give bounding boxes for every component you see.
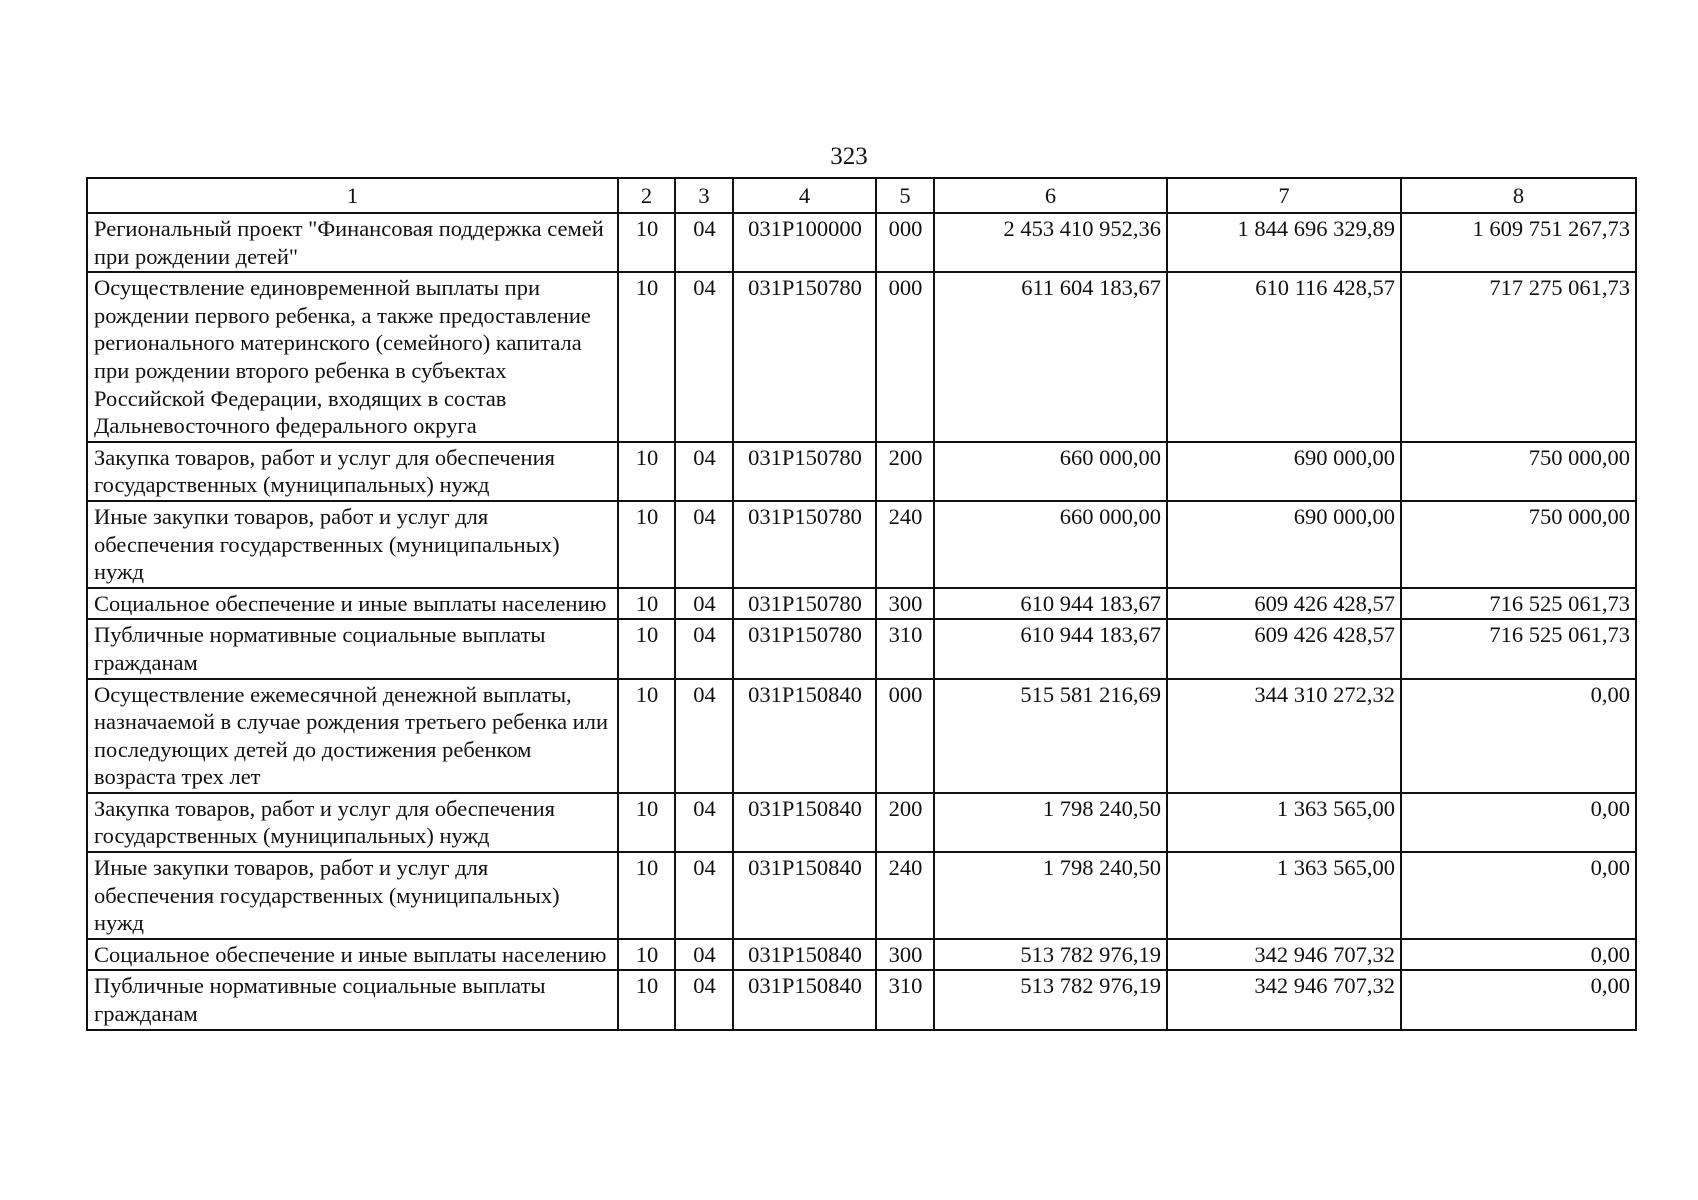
table-row <box>87 793 1636 852</box>
target-article-cell: 031P150840 <box>733 679 876 793</box>
section-code-cell: 10 <box>618 619 675 678</box>
amount-cell: 717 275 061,73 <box>1401 272 1636 442</box>
table-row <box>87 970 1636 1029</box>
section-code-cell: 10 <box>618 852 675 939</box>
table-row <box>87 501 1636 588</box>
target-article-cell: 031P150780 <box>733 501 876 588</box>
row-name-cell: Социальное обеспечение и иные выплаты населению <box>87 939 618 971</box>
target-article-cell: 031P150780 <box>733 619 876 678</box>
amount-cell: 342 946 707,32 <box>1167 970 1401 1029</box>
subsection-code-cell: 04 <box>675 793 733 852</box>
amount-cell: 716 525 061,73 <box>1401 619 1636 678</box>
row-name-cell: Публичные нормативные социальные выплаты гражданам <box>87 619 618 678</box>
expense-type-cell: 310 <box>876 970 934 1029</box>
amount-cell: 0,00 <box>1401 970 1636 1029</box>
column-header: 7 <box>1167 178 1401 213</box>
amount-cell: 610 944 183,67 <box>934 588 1167 620</box>
expense-type-cell: 000 <box>876 213 934 272</box>
amount-cell: 610 944 183,67 <box>934 619 1167 678</box>
table-row <box>87 272 1636 442</box>
amount-cell: 610 116 428,57 <box>1167 272 1401 442</box>
amount-cell: 344 310 272,32 <box>1167 679 1401 793</box>
amount-cell: 1 798 240,50 <box>934 852 1167 939</box>
table-row <box>87 442 1636 501</box>
row-name-cell: Осуществление ежемесячной денежной выплаты, назначаемой в случае рождения третьего ребенка или последующих детей до достижения ребенком возраста трех лет <box>87 679 618 793</box>
table-row <box>87 588 1636 620</box>
table-row <box>87 852 1636 939</box>
target-article-cell: 031P150840 <box>733 852 876 939</box>
amount-cell: 0,00 <box>1401 679 1636 793</box>
section-code-cell: 10 <box>618 213 675 272</box>
row-name-cell: Иные закупки товаров, работ и услуг для обеспечения государственных (муниципальных) нужд <box>87 501 618 588</box>
amount-cell: 660 000,00 <box>934 501 1167 588</box>
amount-cell: 1 609 751 267,73 <box>1401 213 1636 272</box>
amount-cell: 513 782 976,19 <box>934 970 1167 1029</box>
amount-cell: 750 000,00 <box>1401 442 1636 501</box>
column-header: 1 <box>87 178 618 213</box>
subsection-code-cell: 04 <box>675 852 733 939</box>
amount-cell: 690 000,00 <box>1167 501 1401 588</box>
amount-cell: 716 525 061,73 <box>1401 588 1636 620</box>
expense-type-cell: 000 <box>876 679 934 793</box>
subsection-code-cell: 04 <box>675 619 733 678</box>
row-name-cell: Осуществление единовременной выплаты при рождении первого ребенка, а также предоставление регионального материнского (семейного) капитала при рождении второго ребенка в субъектах Российской Федерации, входящих в состав Дальневосточного федерального округа <box>87 272 618 442</box>
column-header: 3 <box>675 178 733 213</box>
section-code-cell: 10 <box>618 793 675 852</box>
subsection-code-cell: 04 <box>675 588 733 620</box>
column-header: 2 <box>618 178 675 213</box>
amount-cell: 0,00 <box>1401 852 1636 939</box>
target-article-cell: 031P150840 <box>733 970 876 1029</box>
target-article-cell: 031P150840 <box>733 939 876 971</box>
amount-cell: 750 000,00 <box>1401 501 1636 588</box>
amount-cell: 660 000,00 <box>934 442 1167 501</box>
amount-cell: 609 426 428,57 <box>1167 588 1401 620</box>
target-article-cell: 031P150840 <box>733 793 876 852</box>
row-name-cell: Иные закупки товаров, работ и услуг для обеспечения государственных (муниципальных) нужд <box>87 852 618 939</box>
amount-cell: 611 604 183,67 <box>934 272 1167 442</box>
amount-cell: 1 363 565,00 <box>1167 793 1401 852</box>
section-code-cell: 10 <box>618 588 675 620</box>
header-row <box>87 178 1636 213</box>
section-code-cell: 10 <box>618 272 675 442</box>
subsection-code-cell: 04 <box>675 442 733 501</box>
column-header: 5 <box>876 178 934 213</box>
subsection-code-cell: 04 <box>675 939 733 971</box>
row-name-cell: Публичные нормативные социальные выплаты гражданам <box>87 970 618 1029</box>
column-header: 6 <box>934 178 1167 213</box>
amount-cell: 2 453 410 952,36 <box>934 213 1167 272</box>
table-row <box>87 679 1636 793</box>
target-article-cell: 031P150780 <box>733 588 876 620</box>
column-header: 4 <box>733 178 876 213</box>
amount-cell: 1 363 565,00 <box>1167 852 1401 939</box>
expense-type-cell: 310 <box>876 619 934 678</box>
amount-cell: 1 844 696 329,89 <box>1167 213 1401 272</box>
section-code-cell: 10 <box>618 939 675 971</box>
amount-cell: 0,00 <box>1401 793 1636 852</box>
row-name-cell: Закупка товаров, работ и услуг для обеспечения государственных (муниципальных) нужд <box>87 793 618 852</box>
target-article-cell: 031P150780 <box>733 442 876 501</box>
expense-type-cell: 300 <box>876 588 934 620</box>
budget-table <box>86 177 1637 1031</box>
table-row <box>87 213 1636 272</box>
subsection-code-cell: 04 <box>675 213 733 272</box>
section-code-cell: 10 <box>618 679 675 793</box>
section-code-cell: 10 <box>618 970 675 1029</box>
row-name-cell: Социальное обеспечение и иные выплаты населению <box>87 588 618 620</box>
subsection-code-cell: 04 <box>675 501 733 588</box>
section-code-cell: 10 <box>618 442 675 501</box>
expense-type-cell: 300 <box>876 939 934 971</box>
target-article-cell: 031P100000 <box>733 213 876 272</box>
expense-type-cell: 000 <box>876 272 934 442</box>
expense-type-cell: 200 <box>876 793 934 852</box>
expense-type-cell: 240 <box>876 852 934 939</box>
expense-type-cell: 200 <box>876 442 934 501</box>
table-row <box>87 619 1636 678</box>
amount-cell: 513 782 976,19 <box>934 939 1167 971</box>
amount-cell: 342 946 707,32 <box>1167 939 1401 971</box>
subsection-code-cell: 04 <box>675 679 733 793</box>
column-header: 8 <box>1401 178 1636 213</box>
amount-cell: 0,00 <box>1401 939 1636 971</box>
amount-cell: 515 581 216,69 <box>934 679 1167 793</box>
amount-cell: 609 426 428,57 <box>1167 619 1401 678</box>
row-name-cell: Закупка товаров, работ и услуг для обеспечения государственных (муниципальных) нужд <box>87 442 618 501</box>
section-code-cell: 10 <box>618 501 675 588</box>
table-row <box>87 939 1636 971</box>
subsection-code-cell: 04 <box>675 970 733 1029</box>
amount-cell: 1 798 240,50 <box>934 793 1167 852</box>
target-article-cell: 031P150780 <box>733 272 876 442</box>
amount-cell: 690 000,00 <box>1167 442 1401 501</box>
row-name-cell: Региональный проект "Финансовая поддержка семей при рождении детей" <box>87 213 618 272</box>
page-number: 323 <box>830 143 868 170</box>
expense-type-cell: 240 <box>876 501 934 588</box>
subsection-code-cell: 04 <box>675 272 733 442</box>
